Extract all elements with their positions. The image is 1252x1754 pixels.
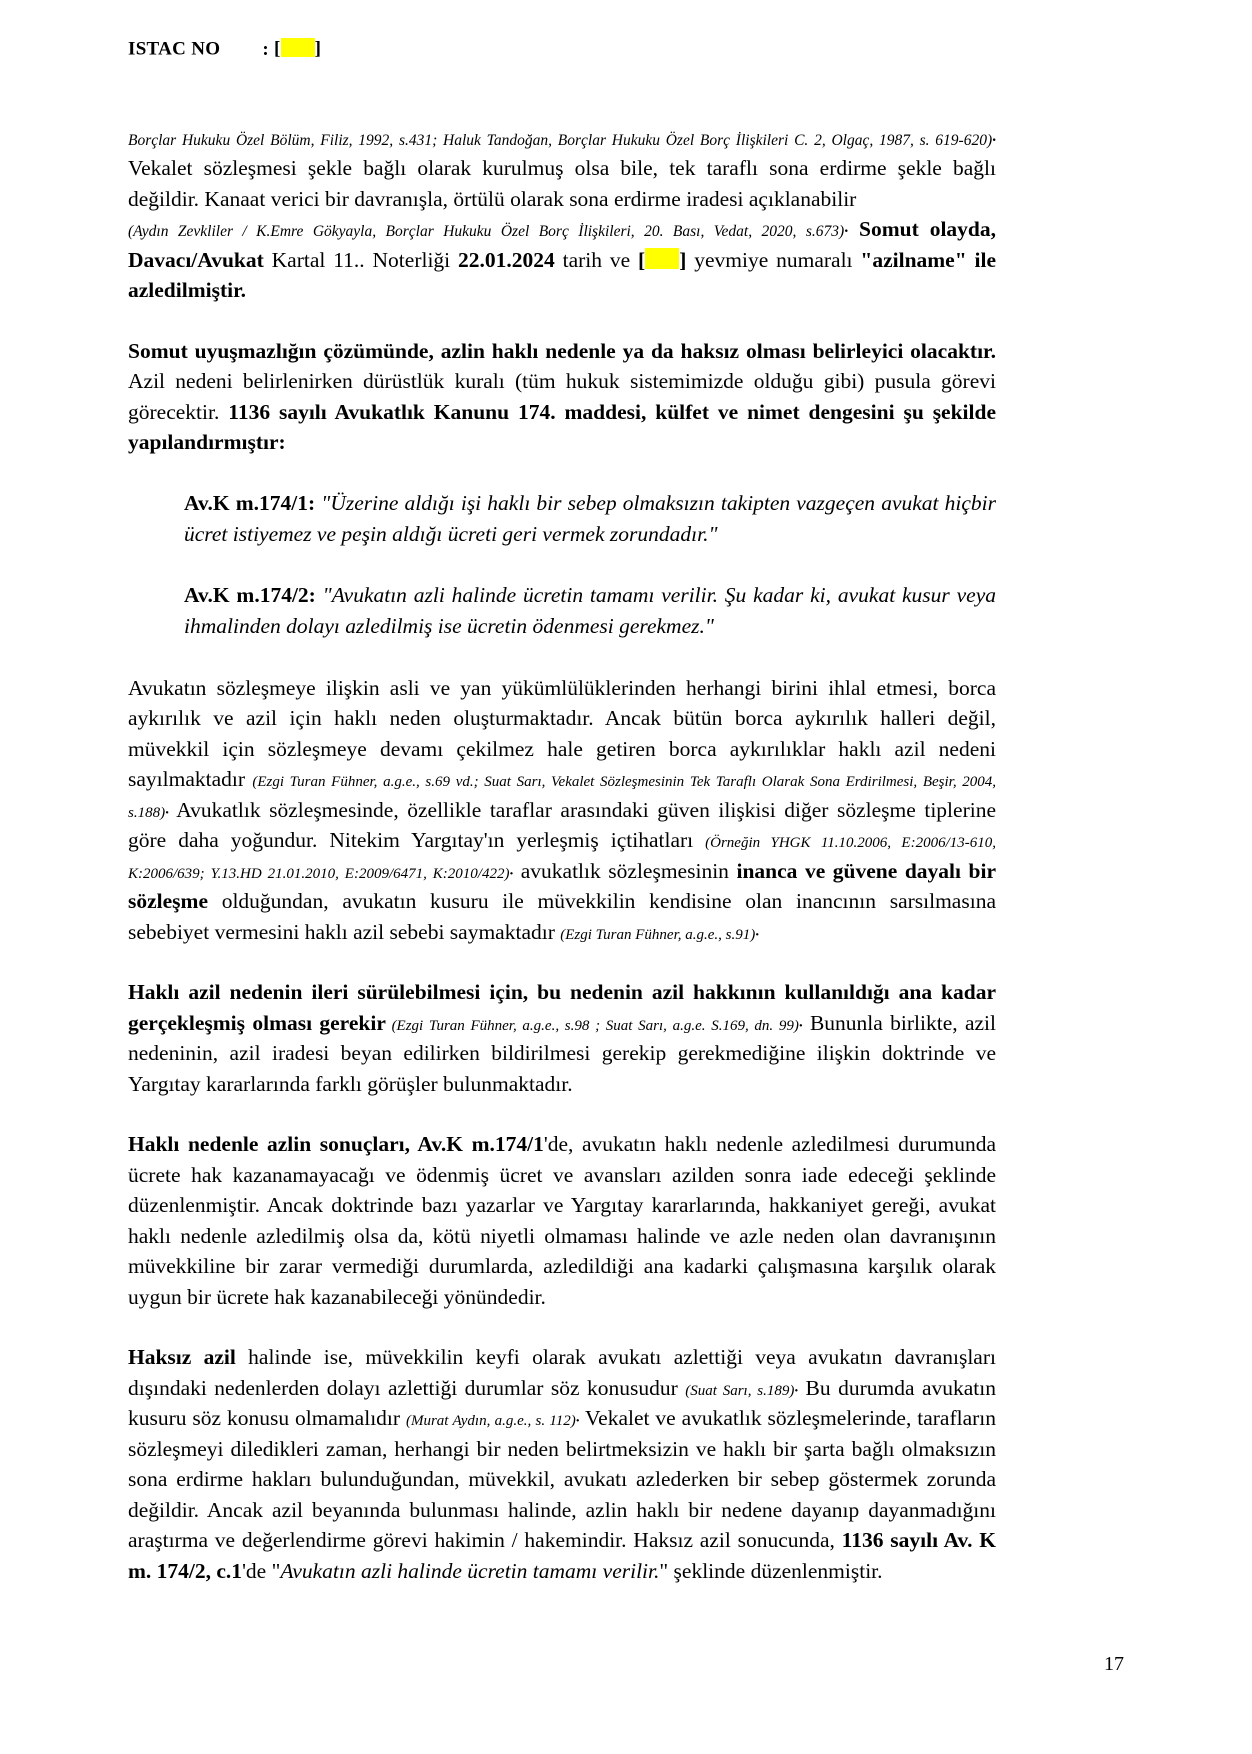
citation-dot: ·	[844, 223, 849, 241]
avukatin-p3: avukatlık sözleşmesinin	[513, 858, 737, 883]
azilname-mid2: tarih ve	[554, 247, 639, 272]
bracket-close: ]	[314, 38, 322, 60]
azilname-mid3: yevmiye numaralı	[686, 247, 861, 272]
citation-fuhner-suat-sari: (Ezgi Turan Fühner, a.g.e., s.69 vd.; Suat Sarı, Vekalet Sözleşmesinin Tek Taraflı Olarak Sona Erdirilmesi, Beşir, 2004, s.188)	[128, 774, 996, 821]
citation-fuhner-91: (Ezgi Turan Fühner, a.g.e., s.91)	[560, 926, 756, 943]
paragraph-hakli-azil-nedeni	[128, 977, 996, 1099]
paragraph-vekalet-text: Vekalet sözleşmesi şekle bağlı olarak kurulmuş olsa bile, tek taraflı sona erdirme şekle bağlı değildir. Kanaat verici bir davranışla, örtülü olarak sona erdirme iradesi açıklanabilir	[128, 156, 996, 211]
quote-174-2-label: Av.K m.174/2:	[184, 583, 316, 608]
somut-uyusmazlik-bold-2: 1136 sayılı Avukatlık Kanunu 174. maddesi, külfet ve nimet dengesini şu şekilde yapılandırmıştır:	[128, 399, 997, 455]
paragraph-footnote-carryover	[128, 123, 996, 215]
avukatin-bold-inanca: inanca ve güvene dayalı bir sözleşme	[128, 858, 996, 914]
bracket-open: [	[274, 38, 281, 60]
notary-name: Kartal 11..	[263, 247, 365, 272]
citation-dot: ·	[509, 865, 514, 882]
quote-174-1-text: "Üzerine aldığı işi haklı bir sebep olmaksızın takipten vazgeçen avukat hiçbir ücret istiyemez ve peşin aldığı ücreti geri vermek zorundadır."	[184, 490, 996, 547]
paragraph-hakli-nedenle-azlin	[128, 1129, 996, 1312]
avukatin-p2: Avukatlık sözleşmesinde, özellikle taraflar arasındaki güven ilişkisi diğer sözleşme tiplerine göre daha yoğundur. Nitekim Yargıtay'ın yerleşmiş içtihatları	[128, 797, 996, 853]
avukatin-p4: olduğundan, avukatın kusuru ile müvekkilin kendisine olan inancının sarsılmasına sebebiyet vermesini haklı azil sebebi saymaktadır	[128, 889, 996, 944]
citation-fuhner-suat-98: (Ezgi Turan Fühner, a.g.e., s.98 ; Suat Sarı, a.g.e. S.169, dn. 99)	[385, 1017, 799, 1034]
paragraph-avukatin-sozlesmeye	[128, 673, 996, 948]
azilname-date: 22.01.2024	[458, 247, 555, 272]
haksiz-azil-normal-1: halinde ise, müvekkilin keyfi olarak avukatı azlettiği veya avukatın davranışları dışındaki nedenlerden dolayı azlettiği durumlar söz konusudur	[128, 1345, 996, 1400]
citation-dot: ·	[755, 926, 759, 943]
haksiz-azil-italic-quote: Avukatın azli halinde ücretin tamamı verilir.	[280, 1558, 660, 1583]
haksiz-azil-normal-3: Vekalet ve avukatlık sözleşmelerinde, tarafların sözleşmeyi diledikleri zaman, herhangi bir neden belirtmeksizin ve haklı bir şarta bağlı olmaksızın sona erdirme hakları bulunduğundan, müvekkil, avukatı azlederken bir sebep göstermek zorunda değildir. Ancak azil beyanında bulunması halinde, azlin haklı bir nedene dayanıp dayanmadığını araştırma ve değerlendirme görevi hakimin / hakemindir. Haksız azil sonucunda,	[128, 1406, 997, 1553]
hakli-nedenle-normal: 'de, avukatın haklı nedenle azledilmesi durumunda ücrete hak kazanamayacağı ve ödenmiş ücret ve avansları azilden sonra iade edeceği şeklinde düzenlenmiştir. Ancak doktrinde bazı yazarlar ve Yargıtay kararlarında, hakkaniyet gereği, avukat haklı nedenle azledilmiş olsa da, kötü niyetli olmaması halinde ve azle neden olan davranışının müvekkiline bir zarar vermediği durumlarda, azledildiği ana kadarki çalışmasına karşılık olarak uygun bir ücrete hak kazanabileceği yönündedir.	[128, 1132, 996, 1309]
hakli-nedenle-bold: Haklı nedenle azlin sonuçları, Av.K m.174/1	[128, 1132, 544, 1157]
istac-no-colon: :	[262, 38, 269, 60]
paragraph-haksiz-azil	[128, 1342, 996, 1586]
page-number: 17	[1104, 1653, 1124, 1675]
citation-tandogan: Borçlar Hukuku Özel Bölüm, Filiz, 1992, s.431; Haluk Tandoğan, Borçlar Hukuku Özel Borç İlişkileri C. 2, Olgaç, 1987, s. 619-620)	[128, 131, 993, 149]
quote-174-1-label: Av.K m.174/1:	[184, 490, 316, 515]
paragraph-somut-uyusmazlik	[128, 336, 996, 458]
citation-murat-aydin: (Murat Aydın, a.g.e., s. 112)	[405, 1413, 576, 1430]
citation-dot: ·	[992, 131, 996, 149]
haksiz-azil-bold: Haksız azil	[128, 1345, 236, 1370]
haksiz-azil-normal-4: 'de "	[242, 1558, 281, 1583]
document-header	[128, 38, 996, 61]
somut-uyusmazlik-bold-1: Somut uyuşmazlığın çözümünde, azlin haklı nedenle ya da haksız olması belirleyici olacaktır.	[128, 338, 996, 363]
quote-avk-174-2	[184, 580, 996, 642]
page-content	[128, 0, 996, 1587]
somut-olayda-lead: Somut olayda, Davacı/Avukat	[128, 217, 997, 272]
quote-174-2-text: "Avukatın azli halinde ücretin tamamı verilir. Şu kadar ki, avukat kusur veya ihmalinden dolayı azledilmiş ise ücretin ödenmesi gerekmez."	[184, 583, 996, 639]
quote-avk-174-1	[184, 488, 996, 550]
redacted-istac-no	[281, 38, 315, 57]
citation-yhgk: (Örneğin YHGK 11.10.2006, E:2006/13-610, K:2006/639; Y.13.HD 21.01.2010, E:2009/6471, K:2010/422)	[128, 835, 996, 882]
azilname-tail: ile azledilmiştir.	[128, 247, 997, 303]
citation-dot: ·	[798, 1017, 803, 1034]
citation-dot: ·	[794, 1382, 799, 1399]
citation-dot: ·	[575, 1413, 580, 1430]
noterligi-label: Noterliği	[364, 247, 459, 272]
haksiz-azil-bold-2: 1136 sayılı Av. K m. 174/2, c.1	[128, 1528, 996, 1583]
citation-dot: ·	[165, 804, 169, 821]
somut-uyusmazlik-normal-1: Azil nedeni belirlenirken dürüstlük kuralı (tüm hukuk sistemimizde olduğu gibi) pusula görevi görecektir.	[128, 369, 996, 424]
avukatin-p1: Avukatın sözleşmeye ilişkin asli ve yan yükümlülüklerinden herhangi birini ihlal etmesi, borca aykırılık ve azil için haklı neden oluşturmaktadır. Ancak bütün borca aykırılık halleri değil, müvekkil için sözleşmeye devamı çekilmez hale getiren borca aykırılıklar haklı azil nedeni sayılmaktadır	[128, 675, 996, 792]
azilname-quoted: "azilname"	[860, 247, 967, 272]
haksiz-azil-normal-5: " şeklinde düzenlenmiştir.	[659, 1558, 883, 1583]
citation-suat-sari-189: (Suat Sarı, s.189)	[685, 1382, 795, 1399]
hakli-azil-normal: Bununla birlikte, azil nedeninin, azil iradesi beyan edilirken bildirilmesi gerekip gerekmediğine ilişkin doktrinde ve Yargıtay kararlarında farklı görüşler bulunmaktadır.	[128, 1010, 996, 1096]
hakli-azil-bold: Haklı azil nedenin ileri sürülebilmesi için, bu nedenin azil hakkının kullanıldığı ana kadar gerçekleşmiş olması gerekir	[128, 980, 996, 1035]
bracket-close: ]	[679, 247, 687, 272]
istac-no-label: ISTAC NO	[128, 38, 221, 60]
bracket-open: [	[638, 247, 646, 272]
paragraph-azilname	[128, 214, 996, 306]
haksiz-azil-normal-2: Bu durumda avukatın kusuru söz konusu olmamalıdır	[128, 1375, 996, 1431]
redacted-yevmiye-no	[645, 248, 679, 270]
citation-zevkliler: (Aydın Zevkliler / K.Emre Gökyayla, Borçlar Hukuku Özel Borç İlişkileri, 20. Bası, Vedat, 2020, s.673)	[128, 223, 845, 241]
